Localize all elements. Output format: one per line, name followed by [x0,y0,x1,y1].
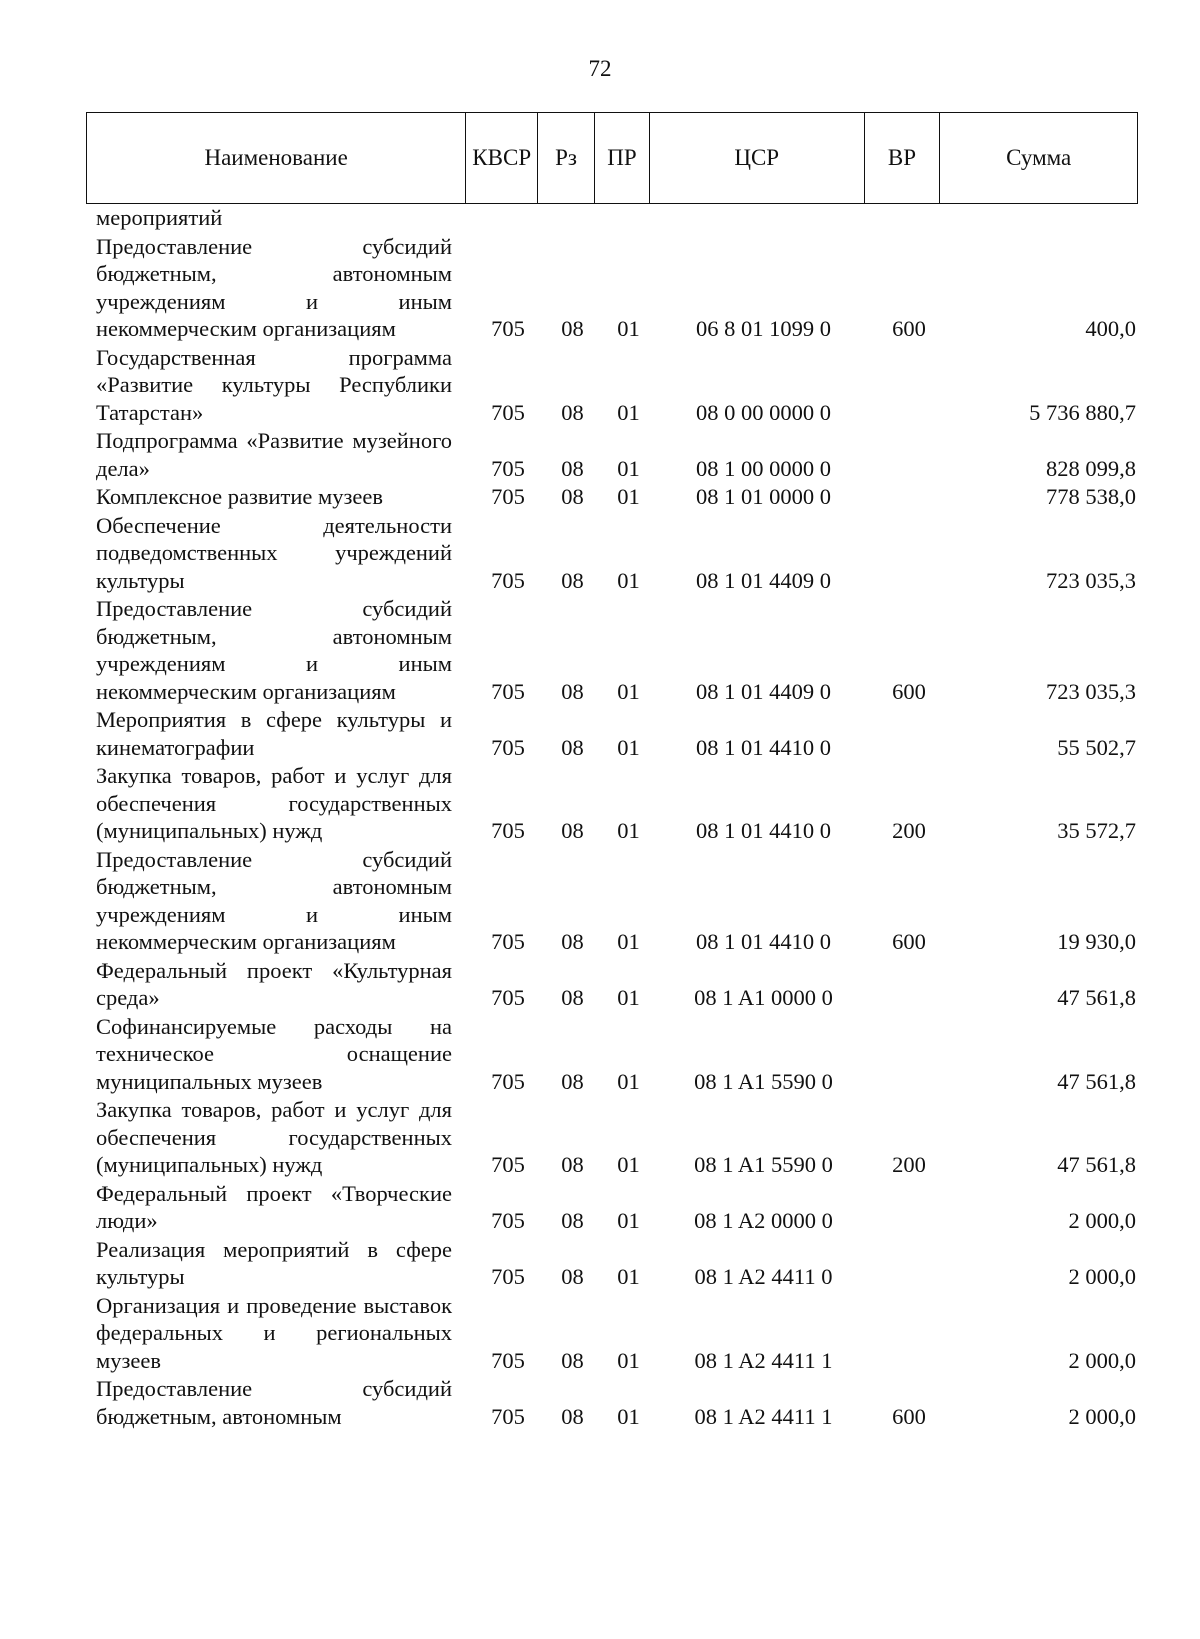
cell-kvsr: 705 [491,1208,525,1233]
cell-kvsr: 705 [491,484,525,509]
cell-pr: 01 [617,1347,640,1373]
table-row [96,1292,1136,1375]
cell-name: Предоставление субсидий бюджетным, автономным учреждениям и иным некоммерческим организациям [96,846,452,954]
cell-sum: 2 000,0 [1068,1264,1136,1289]
cell-rz: 08 [561,567,584,593]
cell-csr: 08 1 A1 5590 0 [694,1152,833,1177]
cell-pr: 01 [617,316,640,341]
table-row [96,512,1136,595]
cell-rz: 08 [561,1208,584,1233]
table-row [96,427,1136,482]
table-row [96,344,1136,427]
cell-kvsr: 705 [491,734,525,760]
cell-rz: 08 [561,484,584,509]
cell-rz: 08 [561,1068,584,1094]
cell-sum: 2 000,0 [1068,1347,1136,1373]
table-row [96,483,1136,511]
page-number: 72 [588,56,612,81]
cell-rz: 08 [561,1403,584,1429]
cell-rz: 08 [561,985,584,1010]
cell-vr: 600 [892,316,926,341]
table-row [96,846,1136,956]
cell-vr: 200 [892,1152,926,1177]
cell-sum: 2 000,0 [1068,1403,1136,1429]
cell-vr: 200 [892,818,926,843]
cell-sum: 55 502,7 [1057,734,1136,760]
table-row [96,1375,1136,1430]
table-row [96,1013,1136,1096]
cell-rz: 08 [561,818,584,843]
table-row [96,1096,1136,1179]
cell-name: Реализация мероприятий в сфере культуры [96,1236,452,1289]
cell-kvsr: 705 [491,1347,525,1373]
cell-sum: 400,0 [1085,316,1136,341]
cell-pr: 01 [617,1208,640,1233]
cell-pr: 01 [617,484,640,509]
cell-name: Закупка товаров, работ и услуг для обеспечения государственных (муниципальных) нужд [96,1097,452,1177]
cell-rz: 08 [561,399,584,425]
cell-rz: 08 [561,1347,584,1373]
cell-csr: 08 1 01 4410 0 [696,929,831,954]
header-vr: ВР [864,113,940,203]
cell-sum: 5 736 880,7 [1029,399,1136,425]
cell-csr: 08 1 A2 4411 1 [694,1403,833,1429]
cell-sum: 2 000,0 [1068,1208,1136,1233]
cell-csr: 06 8 01 1099 0 [696,316,831,341]
cell-kvsr: 705 [491,316,525,341]
cell-sum: 828 099,8 [1046,455,1136,481]
cell-kvsr: 705 [491,1068,525,1094]
cell-kvsr: 705 [491,985,525,1010]
cell-rz: 08 [561,455,584,481]
cell-pr: 01 [617,567,640,593]
cell-sum: 47 561,8 [1057,985,1136,1010]
cell-kvsr: 705 [491,399,525,425]
table-row [96,706,1136,761]
cell-kvsr: 705 [491,1403,525,1429]
cell-pr: 01 [617,1264,640,1289]
cell-rz: 08 [561,734,584,760]
header-csr: ЦСР [649,113,864,203]
cell-name: Закупка товаров, работ и услуг для обеспечения государственных (муниципальных) нужд [96,763,452,843]
cell-csr: 08 1 01 4409 0 [696,678,831,704]
cell-pr: 01 [617,1403,640,1429]
cell-name: Предоставление субсидий бюджетным, автономным учреждениям и иным некоммерческим организациям [96,233,452,341]
table-row [96,957,1136,1012]
table-row [96,233,1136,343]
cell-csr: 08 1 A2 4411 1 [694,1347,833,1373]
header-name: Наименование [204,145,348,170]
header-rz: Рз [537,113,594,203]
table-row [96,204,1136,232]
cell-name: Государственная программа «Развитие культуры Республики Татарстан» [96,344,452,425]
cell-name: Федеральный проект «Культурная среда» [96,957,452,1010]
cell-pr: 01 [617,734,640,760]
cell-rz: 08 [561,678,584,704]
cell-rz: 08 [561,1264,584,1289]
cell-csr: 08 1 01 0000 0 [696,484,831,509]
table-body [96,204,1136,1431]
cell-csr: 08 1 A1 0000 0 [694,985,833,1010]
cell-name: Предоставление субсидий бюджетным, автономным учреждениям и иным некоммерческим организациям [96,596,452,704]
cell-name: Федеральный проект «Творческие люди» [96,1180,452,1233]
cell-kvsr: 705 [491,818,525,843]
cell-kvsr: 705 [491,678,525,704]
cell-sum: 47 561,8 [1057,1068,1136,1094]
cell-name: Софинансируемые расходы на техническое оснащение муниципальных музеев [96,1013,452,1094]
cell-name: Мероприятия в сфере культуры и кинематографии [96,707,452,760]
cell-vr: 600 [892,929,926,954]
cell-csr: 08 0 00 0000 0 [696,399,831,425]
cell-sum: 723 035,3 [1046,678,1136,704]
table-row [96,595,1136,705]
cell-pr: 01 [617,455,640,481]
cell-sum: 723 035,3 [1046,567,1136,593]
cell-csr: 08 1 01 4410 0 [696,734,831,760]
cell-sum: 47 561,8 [1057,1152,1136,1177]
cell-pr: 01 [617,818,640,843]
cell-name: Организация и проведение выставок федеральных и региональных музеев [96,1292,452,1373]
cell-pr: 01 [617,985,640,1010]
cell-sum: 35 572,7 [1057,818,1136,843]
cell-name: Обеспечение деятельности подведомственных учреждений культуры [96,512,452,593]
cell-pr: 01 [617,399,640,425]
cell-pr: 01 [617,1068,640,1094]
header-sum: Сумма [939,113,1137,203]
cell-name: Подпрограмма «Развитие музейного дела» [96,428,452,481]
cell-sum: 19 930,0 [1057,929,1136,954]
cell-name: Предоставление субсидий бюджетным, автономным [96,1376,452,1429]
cell-csr: 08 1 A2 4411 0 [694,1264,833,1289]
cell-csr: 08 1 A2 0000 0 [694,1208,833,1233]
cell-kvsr: 705 [491,455,525,481]
cell-name: Комплексное развитие музеев [96,484,383,509]
cell-vr: 600 [892,678,926,704]
cell-kvsr: 705 [491,1152,525,1177]
cell-csr: 08 1 A1 5590 0 [694,1068,833,1094]
header-pr: ПР [594,113,649,203]
cell-kvsr: 705 [491,929,525,954]
cell-pr: 01 [617,929,640,954]
cell-rz: 08 [561,929,584,954]
cell-rz: 08 [561,1152,584,1177]
header-kvsr: КВСР [465,113,537,203]
cell-kvsr: 705 [491,1264,525,1289]
cell-csr: 08 1 00 0000 0 [696,455,831,481]
cell-kvsr: 705 [491,567,525,593]
table-row [96,1236,1136,1291]
cell-pr: 01 [617,1152,640,1177]
cell-vr: 600 [892,1403,926,1429]
cell-csr: 08 1 01 4410 0 [696,818,831,843]
table-row [96,1180,1136,1235]
table-header [86,112,1138,204]
cell-csr: 08 1 01 4409 0 [696,567,831,593]
cell-rz: 08 [561,316,584,341]
table-row [96,762,1136,845]
cell-sum: 778 538,0 [1046,484,1136,509]
cell-pr: 01 [617,678,640,704]
cell-name: мероприятий [96,205,223,230]
